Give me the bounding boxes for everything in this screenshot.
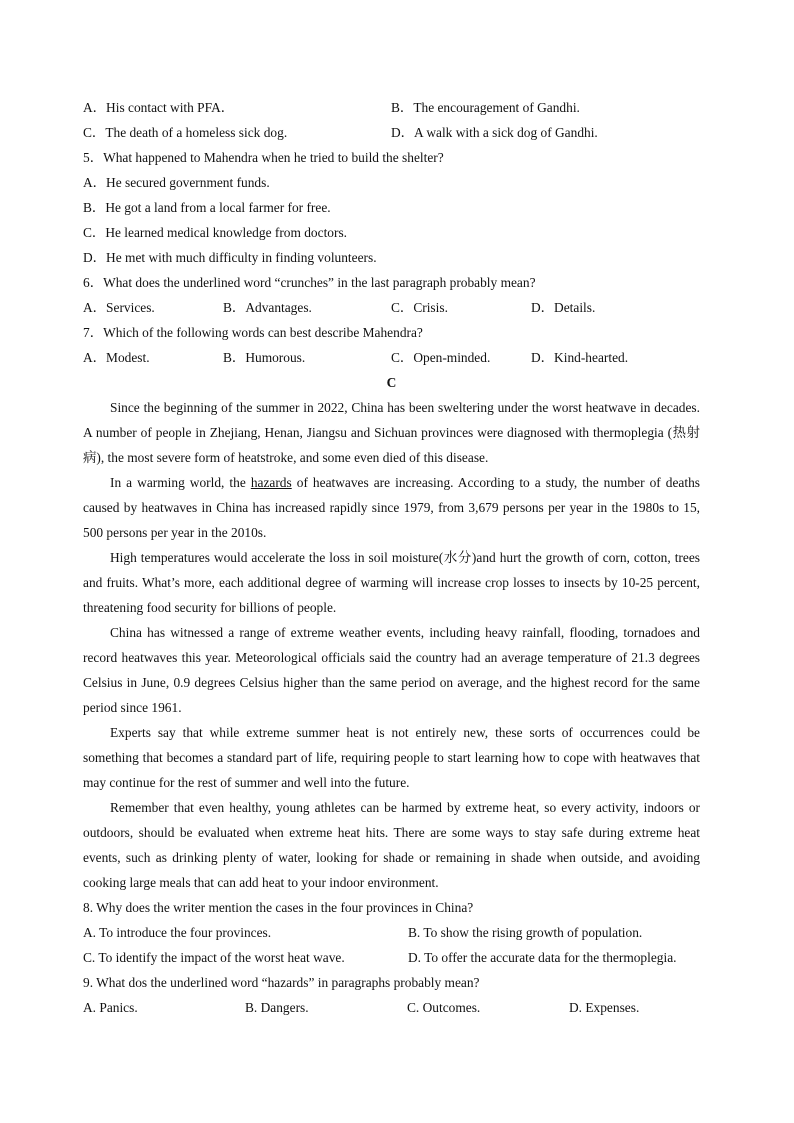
passage-paragraph-2 — [83, 470, 700, 545]
q8-option-b: B. To show the rising growth of population. — [408, 925, 643, 940]
underlined-word-hazards: hazards — [250, 475, 292, 490]
q9-option-b: B. Dangers. — [245, 1000, 309, 1015]
passage-paragraph-2-end: of heatwaves are increasing. According to a study, the number of deaths caused by heatwaves in China has increased rapidly since 1979, from 3,679 persons per year in the 1980s to 15, 500 persons per year in the 2010s. — [83, 475, 700, 540]
q7-question: 7．Which of the following words can best describe Mahendra? — [83, 325, 423, 340]
q8-options-row-1 — [83, 920, 700, 945]
q6-question: 6．What does the underlined word “crunches” in the last paragraph probably mean? — [83, 275, 536, 290]
q9-option-a: A. Panics. — [83, 1000, 138, 1015]
q8-option-c: C. To identify the impact of the worst heat wave. — [83, 950, 345, 965]
passage-paragraph-2-start: In a warming world, the — [110, 475, 251, 490]
q8-option-a: A. To introduce the four provinces. — [83, 925, 272, 940]
q5-option-d: D．He met with much difficulty in finding volunteers. — [83, 250, 377, 265]
q4-options-row-2 — [83, 120, 700, 145]
q6-option-b: B．Advantages. — [223, 300, 312, 315]
q9-question: 9. What dos the underlined word “hazards” in paragraphs probably mean? — [83, 975, 480, 990]
q4-option-b: B．The encouragement of Gandhi. — [391, 100, 580, 115]
q4-option-a: A．His contact with PFA． — [83, 100, 235, 115]
passage-paragraph-6: Remember that even healthy, young athletes can be harmed by extreme heat, so every activity, indoors or outdoors, should be evaluated when extreme heat hits. There are some ways to stay safe during extreme heat events, such as drinking plenty of water, looking for shade or remaining in shade when outside, and avoiding cooking large meals that can add heat to your indoor environment. — [83, 800, 700, 890]
q8-question: 8. Why does the writer mention the cases in the four provinces in China? — [83, 900, 474, 915]
q8-option-d: D. To offer the accurate data for the thermoplegia. — [408, 950, 677, 965]
q6-options — [83, 295, 700, 320]
q7-option-a: A．Modest. — [83, 350, 150, 365]
q5-option-c: C．He learned medical knowledge from doctors. — [83, 225, 348, 240]
q6-option-a: A．Services. — [83, 300, 155, 315]
passage-paragraph-5: Experts say that while extreme summer heat is not entirely new, these sorts of occurrences could be something that becomes a standard part of life, requiring people to start learning how to cope with heatwaves that may continue for the rest of summer and well into the future. — [83, 725, 700, 790]
section-title: C — [386, 375, 397, 390]
q6-option-c: C．Crisis. — [391, 300, 448, 315]
q4-option-d: D．A walk with a sick dog of Gandhi. — [391, 125, 598, 140]
q5-question: 5．What happened to Mahendra when he tried to build the shelter? — [83, 150, 444, 165]
q4-options-row-1 — [83, 95, 700, 120]
q5-option-a: A．He secured government funds. — [83, 175, 270, 190]
q7-options — [83, 345, 700, 370]
q7-option-d: D．Kind-hearted. — [531, 350, 629, 365]
q9-options — [83, 995, 700, 1020]
q5-option-b: B．He got a land from a local farmer for free. — [83, 200, 331, 215]
q4-option-c: C．The death of a homeless sick dog. — [83, 125, 288, 140]
passage-paragraph-4: China has witnessed a range of extreme weather events, including heavy rainfall, flooding, tornadoes and record heatwaves this year. Meteorological officials said the country had an average temperature of 21.3 degrees Celsius in June, 0.9 degrees Celsius higher than the same period on average, and the highest record for the same period since 1961. — [83, 625, 700, 715]
passage-paragraph-1: Since the beginning of the summer in 2022, China has been sweltering under the worst heatwave in decades. A number of people in Zhejiang, Henan, Jiangsu and Sichuan provinces were diagnosed with thermoplegia (热射病), the most severe form of heatstroke, and some even died of this disease. — [83, 400, 700, 465]
passage-paragraph-3: High temperatures would accelerate the loss in soil moisture(水分)and hurt the growth of corn, cotton, trees and fruits. What’s more, each additional degree of warming will increase crop losses to insects by 10-25 percent, threatening food security for billions of people. — [83, 550, 700, 615]
q7-option-b: B．Humorous. — [223, 350, 306, 365]
q7-option-c: C．Open-minded. — [391, 350, 491, 365]
exam-page — [83, 95, 700, 1020]
q8-options-row-2 — [83, 945, 700, 970]
q9-option-d: D. Expenses. — [569, 1000, 640, 1015]
q9-option-c: C. Outcomes. — [407, 1000, 481, 1015]
q6-option-d: D．Details. — [531, 300, 596, 315]
